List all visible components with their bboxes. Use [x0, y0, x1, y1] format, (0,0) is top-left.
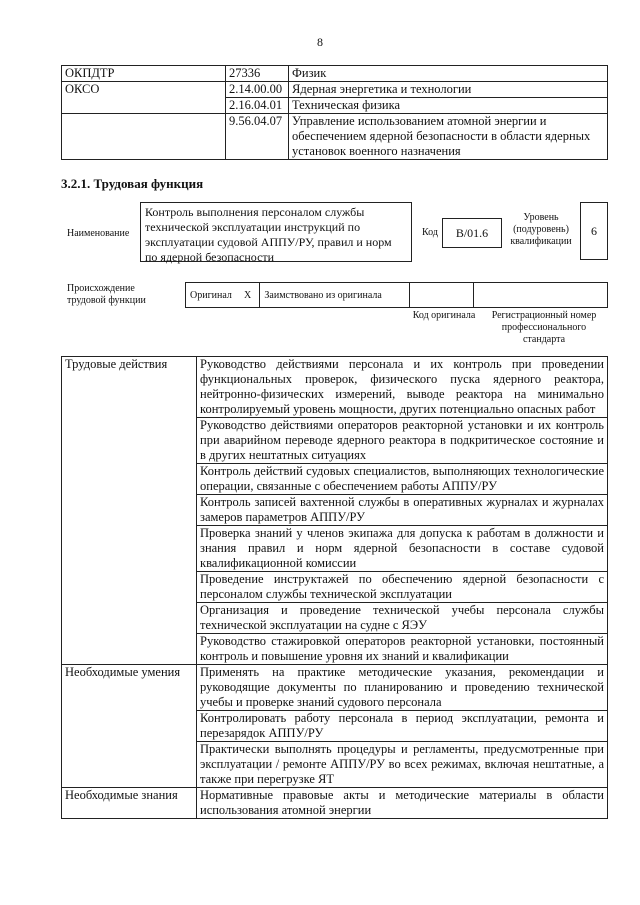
section-item: Руководство действиями операторов реакторной установки и их контроль при аварийном переводе ядерного реактора в подкритическое состояние и в других нештатных ситуациях: [197, 418, 608, 464]
section-item: Проведение инструктажей по обеспечению ядерной безопасности с персоналом службы технической эксплуатации: [197, 572, 608, 603]
section-title: Необходимые умения: [62, 665, 197, 788]
codes-title-cell: Ядерная энергетика и технологии: [289, 82, 608, 98]
name-label: Наименование: [67, 228, 130, 239]
section-item: Организация и проведение технической учебы персонала службы технической эксплуатации на судне с ЯЭУ: [197, 603, 608, 634]
codes-classifier-cell: [62, 114, 226, 160]
codes-classifier-cell: ОКСО: [62, 82, 226, 98]
reg-number-label: Регистрационный номер профессионального стандарта: [491, 310, 597, 345]
original-mark: X: [236, 283, 260, 308]
section-item: Проверка знаний у членов экипажа для допуска к работам в должности и знания правил и норм ядерной безопасности в составе судовой квалификационной комиссии: [197, 526, 608, 572]
borrowed-label: Заимствовано из оригинала: [260, 283, 410, 308]
codes-classifier-cell: [62, 98, 226, 114]
table-row: [62, 788, 608, 819]
codes-code-cell: 2.16.04.01: [226, 98, 289, 114]
codes-title-cell: Техническая физика: [289, 98, 608, 114]
origin-table: [185, 282, 608, 308]
function-code-box: B/01.6: [442, 218, 502, 248]
section-item: Нормативные правовые акты и методические материалы в области использования атомной энергии: [197, 788, 608, 819]
section-item: Контроль записей вахтенной службы в оперативных журналах и журналах замеров параметров АППУ/РУ: [197, 495, 608, 526]
code-original-label: Код оригинала: [412, 310, 476, 321]
level-box: 6: [580, 202, 608, 260]
codes-code-cell: 9.56.04.07: [226, 114, 289, 160]
origin-label: Происхождение трудовой функции: [67, 283, 146, 306]
table-row: [62, 665, 608, 711]
codes-table: [61, 65, 608, 160]
section-title: Трудовые действия: [62, 357, 197, 665]
codes-row: [62, 82, 608, 98]
codes-title-cell: Физик: [289, 66, 608, 82]
competency-table: [61, 356, 608, 819]
section-item: Применять на практике методические указания, рекомендации и руководящие документы по планированию и проведению технической учебы и проверке знаний судового персонала: [197, 665, 608, 711]
codes-title-cell: Управление использованием атомной энергии и обеспечением ядерной безопасности в области ядерных установок военного назначения: [289, 114, 608, 160]
function-name-box: Контроль выполнения персоналом службы технической эксплуатации инструкций по эксплуатации судовой АППУ/РУ, правил и норм по ядерной безопасности: [140, 202, 412, 262]
reg-number-cell: [474, 283, 608, 308]
codes-classifier-cell: ОКПДТР: [62, 66, 226, 82]
codes-code-cell: 2.14.00.00: [226, 82, 289, 98]
code-original-cell: [410, 283, 474, 308]
section-item: Руководство стажировкой операторов реакторной установки, постоянный контроль и повышение уровня их знаний и квалификации: [197, 634, 608, 665]
code-label: Код: [422, 227, 438, 238]
codes-row: [62, 66, 608, 82]
level-label: Уровень (подуровень) квалификации: [510, 212, 572, 247]
section-title: Необходимые знания: [62, 788, 197, 819]
section-item: Руководство действиями персонала и их контроль при проведении функциональных проверок, физического пуска ядерного реактора, нейтронно-физических измерений, выводе реактора на минимально контролируемый уровень мощности, других потенциально опасных работ: [197, 357, 608, 418]
section-item: Контроль действий судовых специалистов, выполняющих технологические операции, связанные с обеспечением работы АППУ/РУ: [197, 464, 608, 495]
original-label: Оригинал: [186, 283, 236, 308]
codes-row: [62, 98, 608, 114]
section-item: Контролировать работу персонала в период эксплуатации, ремонта и перезарядок АППУ/РУ: [197, 711, 608, 742]
section-heading: 3.2.1. Трудовая функция: [61, 176, 204, 191]
table-row: [62, 357, 608, 418]
page-number: 8: [317, 35, 323, 49]
section-item: Практически выполнять процедуры и регламенты, предусмотренные при эксплуатации / ремонте АППУ/РУ во всех режимах, включая нештатные, а также при перегрузке ЯТ: [197, 742, 608, 788]
codes-row: [62, 114, 608, 160]
codes-code-cell: 27336: [226, 66, 289, 82]
